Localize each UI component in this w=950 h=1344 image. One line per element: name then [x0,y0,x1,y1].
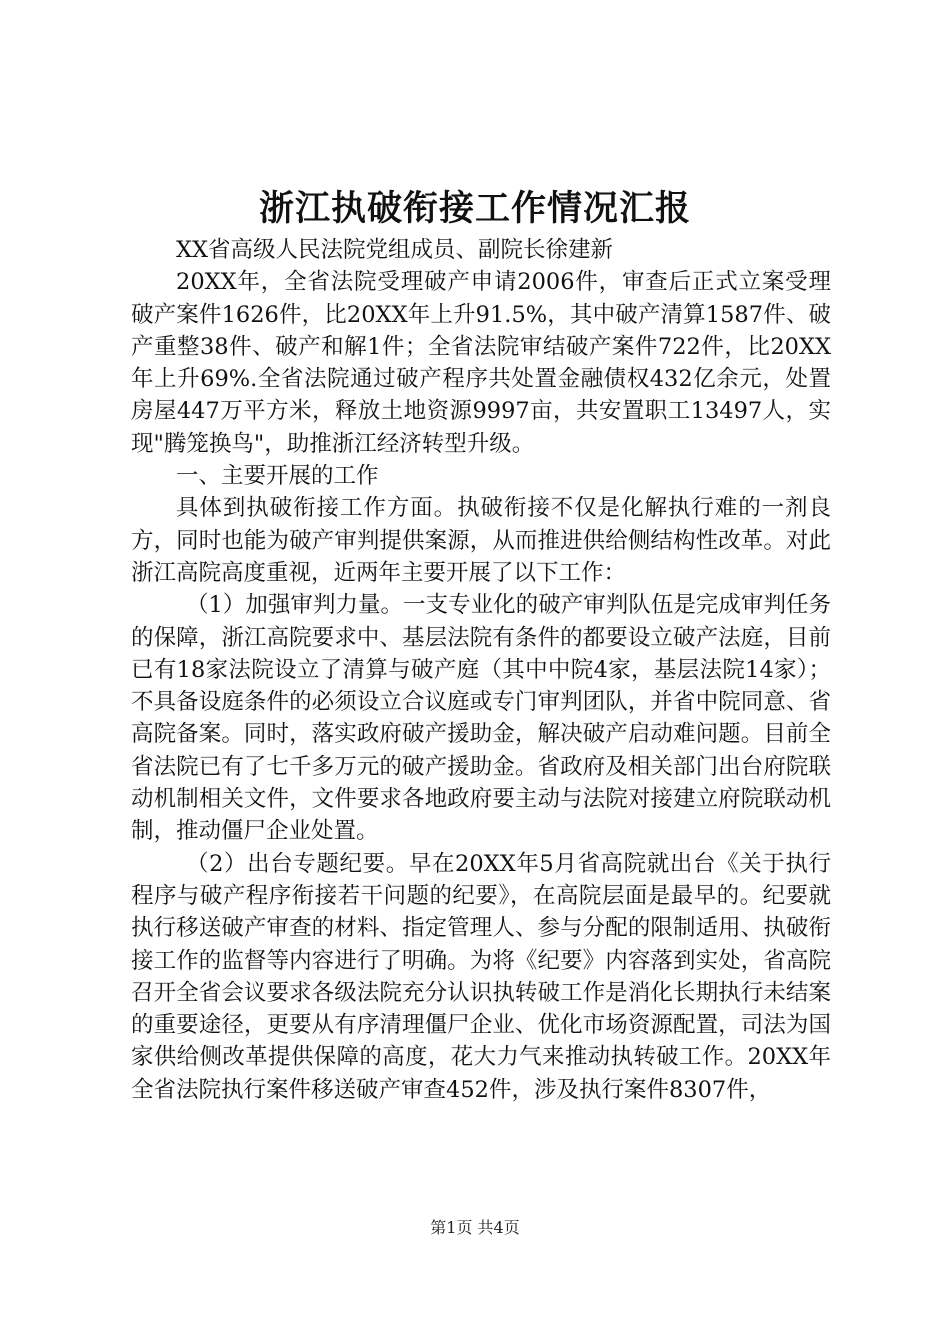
author-line: XX省高级人民法院党组成员、副院长徐建新 [176,237,614,263]
paragraph-intro: 具体到执破衔接工作方面。执破衔接不仅是化解执行难的一剂良方，同时也能为破产审判提供案源，从而推进供给侧结构性改革。对此浙江高院高度重视，近两年主要开展了以下工作： [131,495,831,586]
paragraph-item-1: （1）加强审判力量。一支专业化的破产审判队伍是完成审判任务的保障，浙江高院要求中、基层法院有条件的都要设立破产法庭，目前已有18家法院设立了清算与破产庭（其中中院4家，基层法院14家）；不具备设庭条件的必须设立合议庭或专门审判团队，并省中院同意、省高院备案。同时，落实政府破产援助金，解决破产启动难问题。目前全省法院已有了七千多万元的破产援助金。省政府及相关部门出台府院联动机制相关文件，文件要求各地政府要主动与法院对接建立府院联动机制，推动僵尸企业处置。 [131,592,831,845]
paragraph-item-2: （2）出台专题纪要。早在20XX年5月省高院就出台《关于执行程序与破产程序衔接若干问题的纪要》，在高院层面是最早的。纪要就执行移送破产审查的材料、指定管理人、参与分配的限制适用、执破衔接工作的监督等内容进行了明确。为将《纪要》内容落到实处，省高院召开全省会议要求各级法院充分认识执转破工作是消化长期执行未结案的重要途径，更要从有序清理僵尸企业、优化市场资源配置，司法为国家供给侧改革提供保障的高度，花大力气来推动执转破工作。20XX年全省法院执行案件移送破产审查452件，涉及执行案件8307件， [131,850,831,1103]
page-number: 第1页 共4页 [430,1218,520,1237]
section-heading: 一、主要开展的工作 [176,463,379,490]
document-body [131,234,831,1106]
paragraph-statistics: 20XX年，全省法院受理破产申请2006件，审查后正式立案受理破产案件1626件，比20XX年上升91.5%，其中破产清算1587件、破产重整38件、破产和解1件；全省法院审结破产案件722件，比20XX年上升69%.全省法院通过破产程序共处置金融债权432亿余元，处置房屋447万平方米，释放土地资源9997亩，共安置职工13497人，实现"腾笼换鸟"，助推浙江经济转型升级。 [131,269,831,457]
document-title: 浙江执破衔接工作情况汇报 [258,188,691,229]
